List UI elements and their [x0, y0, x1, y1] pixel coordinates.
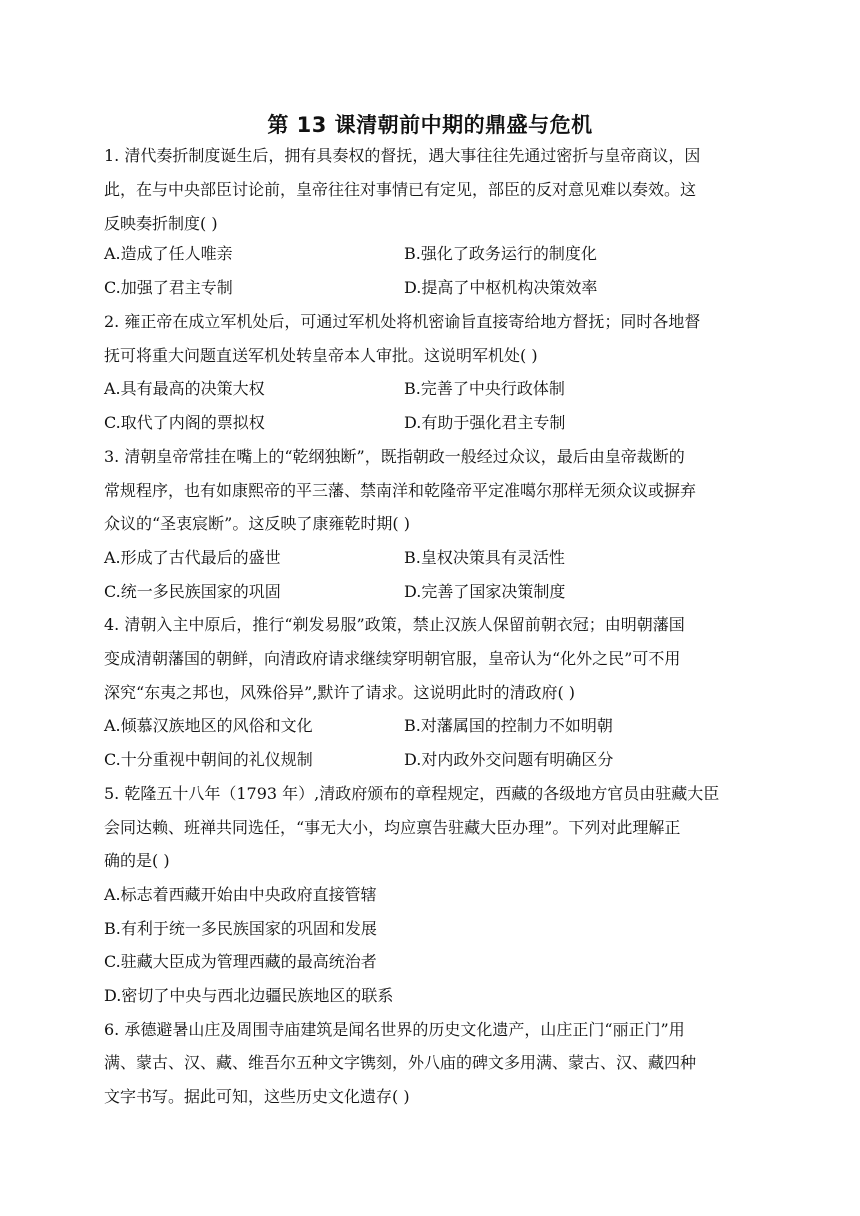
question-6-line-2: 满、蒙古、汉、藏、维吾尔五种文字镌刻，外八庙的碑文多用满、蒙古、汉、藏四种	[104, 1053, 697, 1072]
question-1-option-c: C.加强了君主专制	[104, 278, 233, 297]
question-4-option-a: A.倾慕汉族地区的风俗和文化	[104, 716, 313, 735]
question-1-line-3: 反映奏折制度( )	[104, 214, 218, 233]
question-5-line-2: 会同达赖、班禅共同选任，“事无大小，均应禀告驻藏大臣办理”。下列对此理解正	[104, 818, 681, 837]
question-1-option-d: D.提高了中枢机构决策效率	[404, 278, 598, 297]
question-3-option-c: C.统一多民族国家的巩固	[104, 582, 281, 601]
question-4-option-b: B.对藩属国的控制力不如明朝	[404, 716, 613, 735]
question-4-option-d: D.对内政外交问题有明确区分	[404, 750, 614, 769]
question-2-option-a: A.具有最高的决策大权	[104, 379, 265, 398]
question-2-option-b: B.完善了中央行政体制	[404, 379, 565, 398]
question-1-option-a: A.造成了任人唯亲	[104, 244, 233, 263]
question-3-option-a: A.形成了古代最后的盛世	[104, 548, 281, 567]
question-3-line-1: 3. 清朝皇帝常挂在嘴上的“乾纲独断”，既指朝政一般经过众议，最后由皇帝裁断的	[104, 447, 685, 466]
question-5-option-a: A.标志着西藏开始由中央政府直接管辖	[104, 885, 377, 904]
page-title: 第 13 课清朝前中期的鼎盛与危机	[267, 113, 593, 137]
question-5-line-3: 确的是( )	[104, 851, 170, 870]
question-4-line-2: 变成清朝藩国的朝鲜，向清政府请求继续穿明朝官服，皇帝认为“化外之民”可不用	[104, 649, 681, 668]
question-1-line-1: 1. 清代奏折制度诞生后，拥有具奏权的督抚，遇大事往往先通过密折与皇帝商议，因	[104, 146, 701, 165]
question-5-option-d: D.密切了中央与西北边疆民族地区的联系	[104, 986, 394, 1005]
question-3-option-b: B.皇权决策具有灵活性	[404, 548, 565, 567]
question-3-line-2: 常规程序，也有如康熙帝的平三藩、禁南洋和乾隆帝平定准噶尔那样无须众议或摒弃	[104, 481, 697, 500]
question-1-option-b: B.强化了政务运行的制度化	[404, 244, 597, 263]
question-4-line-3: 深究“东夷之邦也，风殊俗异”,默许了请求。这说明此时的清政府( )	[104, 683, 576, 702]
question-3-option-d: D.完善了国家决策制度	[404, 582, 566, 601]
question-2-line-2: 抚可将重大问题直送军机处转皇帝本人审批。这说明军机处( )	[104, 346, 538, 365]
question-2-option-d: D.有助于强化君主专制	[404, 413, 566, 432]
question-5-option-b: B.有利于统一多民族国家的巩固和发展	[104, 919, 377, 938]
question-6-line-1: 6. 承德避暑山庄及周围寺庙建筑是闻名世界的历史文化遗产，山庄正门“丽正门”用	[104, 1020, 685, 1039]
question-2-option-c: C.取代了内阁的票拟权	[104, 413, 265, 432]
question-5-line-1: 5. 乾隆五十八年（1793 年）,清政府颁布的章程规定，西藏的各级地方官员由驻藏大臣	[104, 784, 720, 803]
question-4-option-c: C.十分重视中朝间的礼仪规制	[104, 750, 313, 769]
question-6-line-3: 文字书写。据此可知，这些历史文化遗存( )	[104, 1087, 410, 1106]
question-3-line-3: 众议的“圣衷宸断”。这反映了康雍乾时期( )	[104, 514, 410, 533]
question-5-option-c: C.驻藏大臣成为管理西藏的最高统治者	[104, 952, 377, 971]
question-1-line-2: 此，在与中央部臣讨论前，皇帝往往对事情已有定见，部臣的反对意见难以奏效。这	[104, 180, 697, 199]
question-2-line-1: 2. 雍正帝在成立军机处后，可通过军机处将机密谕旨直接寄给地方督抚；同时各地督	[104, 312, 701, 331]
question-4-line-1: 4. 清朝入主中原后，推行“剃发易服”政策，禁止汉族人保留前朝衣冠；由明朝藩国	[104, 615, 685, 634]
